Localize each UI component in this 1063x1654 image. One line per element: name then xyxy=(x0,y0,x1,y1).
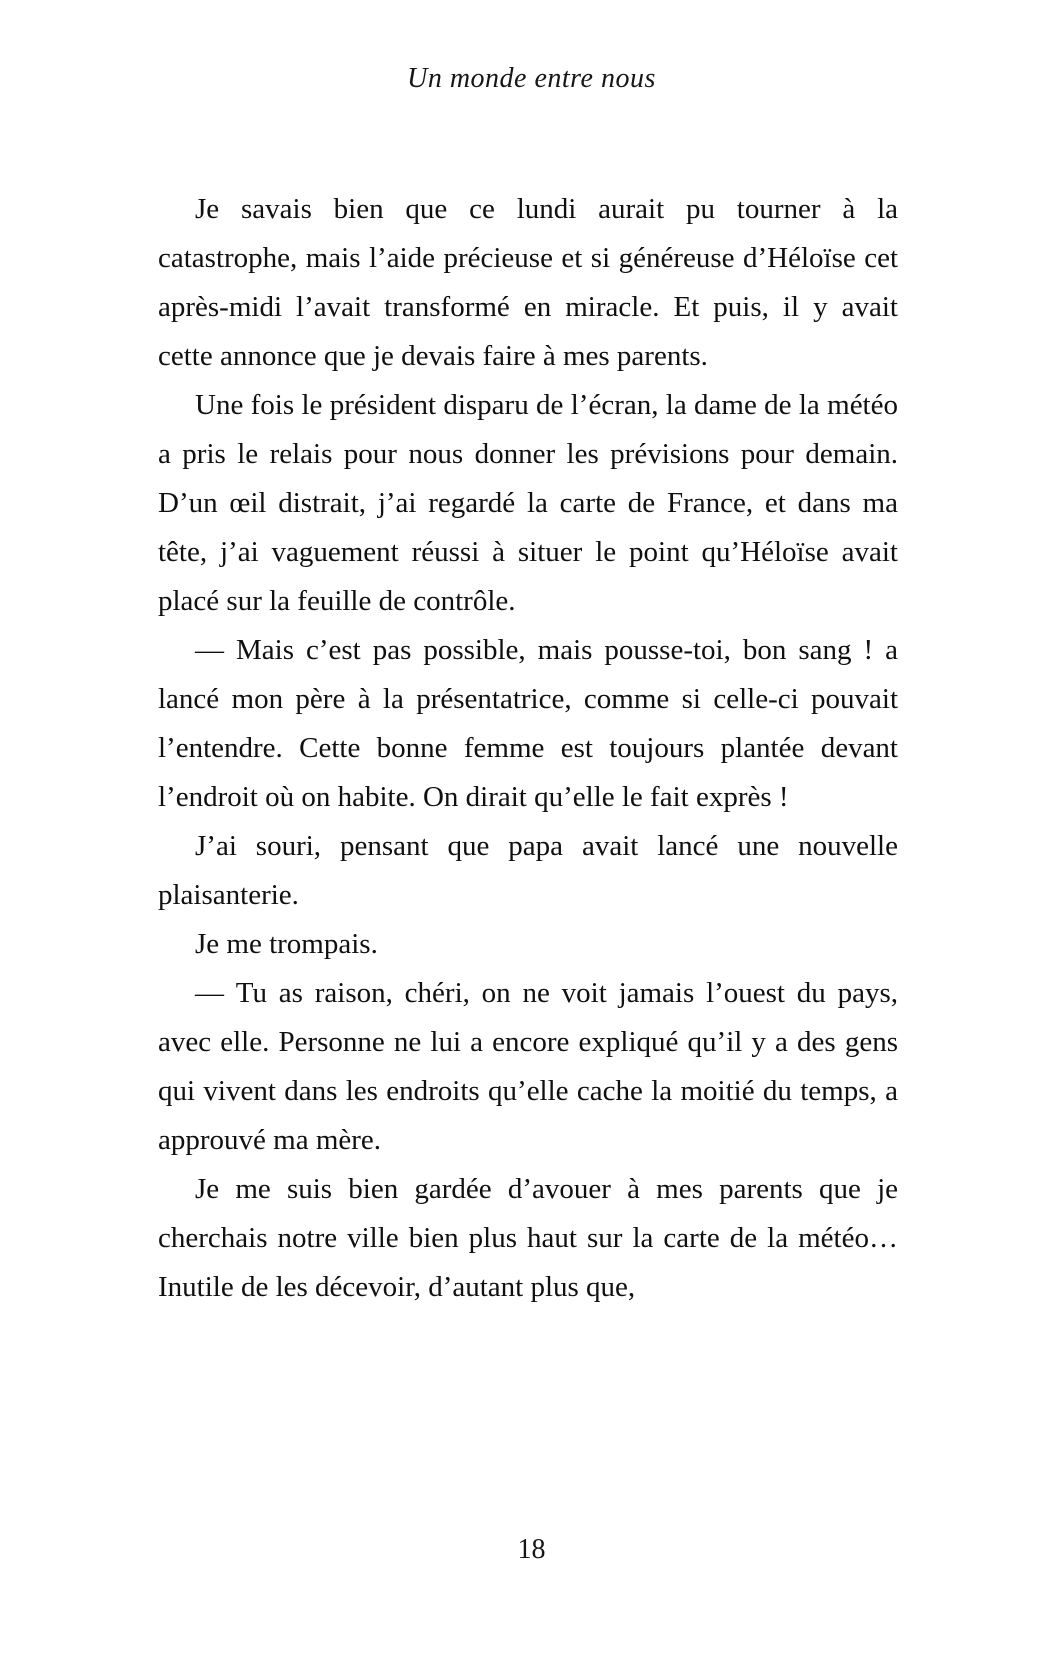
paragraph: — Tu as raison, chéri, on ne voit jamais l’ouest du pays, avec elle. Personne ne lui a encore expliqué qu’il y a des gens qui vivent dans les endroits qu’elle cache la moitié du temps, a approuvé ma mère. xyxy=(158,977,898,1156)
paragraph: J’ai souri, pensant que papa avait lancé une nouvelle plaisanterie. xyxy=(158,830,898,911)
paragraph: Je me suis bien gardée d’avouer à mes parents que je cherchais notre ville bien plus haut sur la carte de la météo… Inutile de les décevoir, d’autant plus que, xyxy=(158,1173,898,1303)
page-number: 18 xyxy=(517,1534,546,1565)
paragraph: — Mais c’est pas possible, mais pousse-toi, bon sang ! a lancé mon père à la présentatrice, comme si celle-ci pouvait l’entendre. Cette bonne femme est toujours plantée devant l’endroit où on habite. On dirait qu’elle le fait exprès ! xyxy=(158,634,898,813)
paragraph: Je me trompais. xyxy=(195,928,378,960)
paragraph: Je savais bien que ce lundi aurait pu tourner à la catastrophe, mais l’aide précieuse et si généreuse d’Héloïse cet après-midi l’avait transformé en miracle. Et puis, il y avait cette annonce que je devais faire à mes parents. xyxy=(158,193,898,372)
running-header: Un monde entre nous xyxy=(407,63,656,94)
body-text xyxy=(158,185,898,1312)
paragraph: Une fois le président disparu de l’écran, la dame de la météo a pris le relais pour nous donner les prévisions pour demain. D’un œil distrait, j’ai regardé la carte de France, et dans ma tête, j’ai vaguement réussi à situer le point qu’Héloïse avait placé sur la feuille de contrôle. xyxy=(158,389,898,617)
